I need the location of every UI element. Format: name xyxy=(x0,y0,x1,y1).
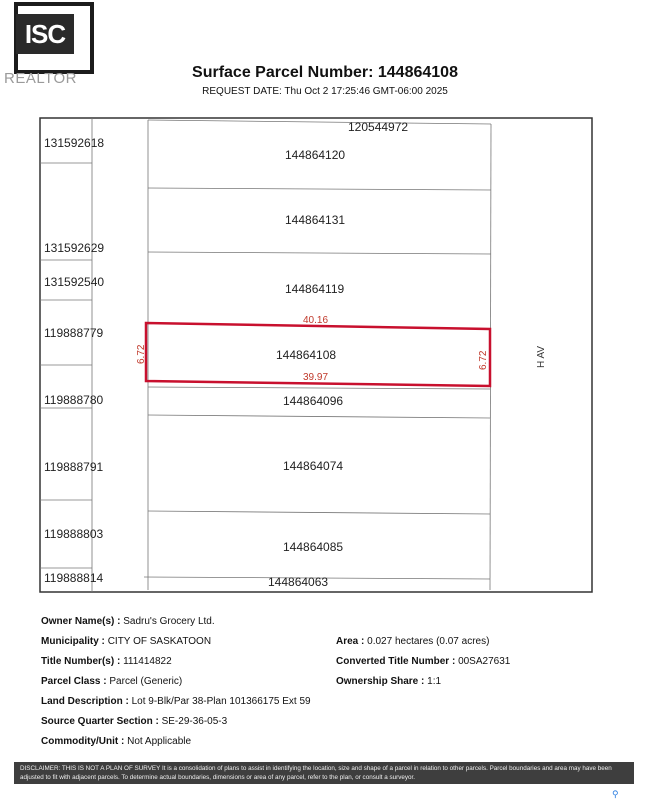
title-number-row xyxy=(41,656,172,667)
source-quarter-label: Source Quarter Section : xyxy=(41,716,159,727)
request-date: REQUEST DATE: Thu Oct 2 17:25:46 GMT-06:00 2025 xyxy=(202,86,448,97)
source-quarter-value: SE-29-36-05-3 xyxy=(161,716,228,727)
parcel-label-center-6: 144864096 xyxy=(283,394,344,408)
land-description-row xyxy=(41,696,311,707)
parcel-label-center-5: 144864108 xyxy=(276,348,337,362)
ownership-share-value: 1:1 xyxy=(427,676,442,687)
street-label: H AV xyxy=(536,345,547,368)
parcel-label-left-8: 119888814 xyxy=(44,571,104,585)
title-number-label: Title Number(s) : xyxy=(41,656,121,667)
parcel-label-left-7: 119888803 xyxy=(44,527,104,541)
parcel-class-value: Parcel (Generic) xyxy=(109,676,183,687)
parcel-class-label: Parcel Class : xyxy=(41,676,107,687)
source-quarter-row xyxy=(41,716,227,727)
logo-isc-mark: ISC xyxy=(16,14,74,54)
owner-row xyxy=(41,616,215,627)
parcel-label-center-8: 144864085 xyxy=(283,540,344,554)
parcel-class-row xyxy=(41,676,182,687)
converted-title-label: Converted Title Number : xyxy=(336,656,456,667)
converted-title-value: 00SA27631 xyxy=(458,656,511,667)
ownership-share-label: Ownership Share : xyxy=(336,676,425,687)
parcel-label-center-1: 120544972 xyxy=(348,120,409,134)
municipality-value: CITY OF SASKATOON xyxy=(107,636,212,647)
parcel-label-left-1: 131592618 xyxy=(44,136,105,150)
commodity-label: Commodity/Unit : xyxy=(41,736,125,747)
map-pin-icon[interactable]: ⚲ xyxy=(612,789,619,799)
parcel-label-center-3: 144864131 xyxy=(285,213,346,227)
ownership-share-row xyxy=(336,676,441,687)
dimension-top: 40.16 xyxy=(303,315,329,326)
parcel-label-center-7: 144864074 xyxy=(283,459,344,473)
commodity-row xyxy=(41,736,191,747)
commodity-value: Not Applicable xyxy=(127,736,192,747)
area-value: 0.027 hectares (0.07 acres) xyxy=(367,636,490,647)
dimension-left: 6.72 xyxy=(136,344,147,364)
title-number-value: 111414822 xyxy=(123,656,172,667)
parcel-label-left-6: 119888791 xyxy=(44,460,104,474)
parcel-label-left-2: 131592629 xyxy=(44,241,105,255)
area-row xyxy=(336,636,489,647)
parcel-label-left-4: 119888779 xyxy=(44,326,104,340)
left-parcel-lines xyxy=(40,118,92,592)
logo-realtor-text: REALTOR xyxy=(4,70,77,87)
parcel-label-center-2: 144864120 xyxy=(285,148,346,162)
owner-label: Owner Name(s) : xyxy=(41,616,121,627)
parcel-label-left-3: 131592540 xyxy=(44,275,105,289)
parcel-label-center-9: 144864063 xyxy=(268,575,329,589)
page-title: Surface Parcel Number: 144864108 xyxy=(192,64,458,81)
land-description-value: Lot 9-Blk/Par 38-Plan 101366175 Ext 59 xyxy=(131,696,311,707)
disclaimer-banner: DISCLAIMER: THIS IS NOT A PLAN OF SURVEY It is a consolidation of plans to assist in identifying the location, size and shape of a parcel in relation to other parcels. Parcel boundaries and area may have been adjusted to fit with adjacent parcels. To determine actual boundaries, dimensions or area of any parcel, refer to the plan, or consult a surveyor. xyxy=(14,762,634,784)
dimension-bottom: 39.97 xyxy=(303,372,329,383)
municipality-label: Municipality : xyxy=(41,636,105,647)
owner-value: Sadru's Grocery Ltd. xyxy=(123,616,215,627)
parcel-label-center-4: 144864119 xyxy=(285,282,345,296)
dimension-right: 6.72 xyxy=(478,350,489,370)
center-parcel-labels xyxy=(268,120,408,589)
parcel-label-left-5: 119888780 xyxy=(44,393,104,407)
left-parcel-labels xyxy=(44,136,104,585)
municipality-row xyxy=(41,636,211,647)
land-description-label: Land Description : xyxy=(41,696,129,707)
converted-title-row xyxy=(336,656,510,667)
area-label: Area : xyxy=(336,636,365,647)
